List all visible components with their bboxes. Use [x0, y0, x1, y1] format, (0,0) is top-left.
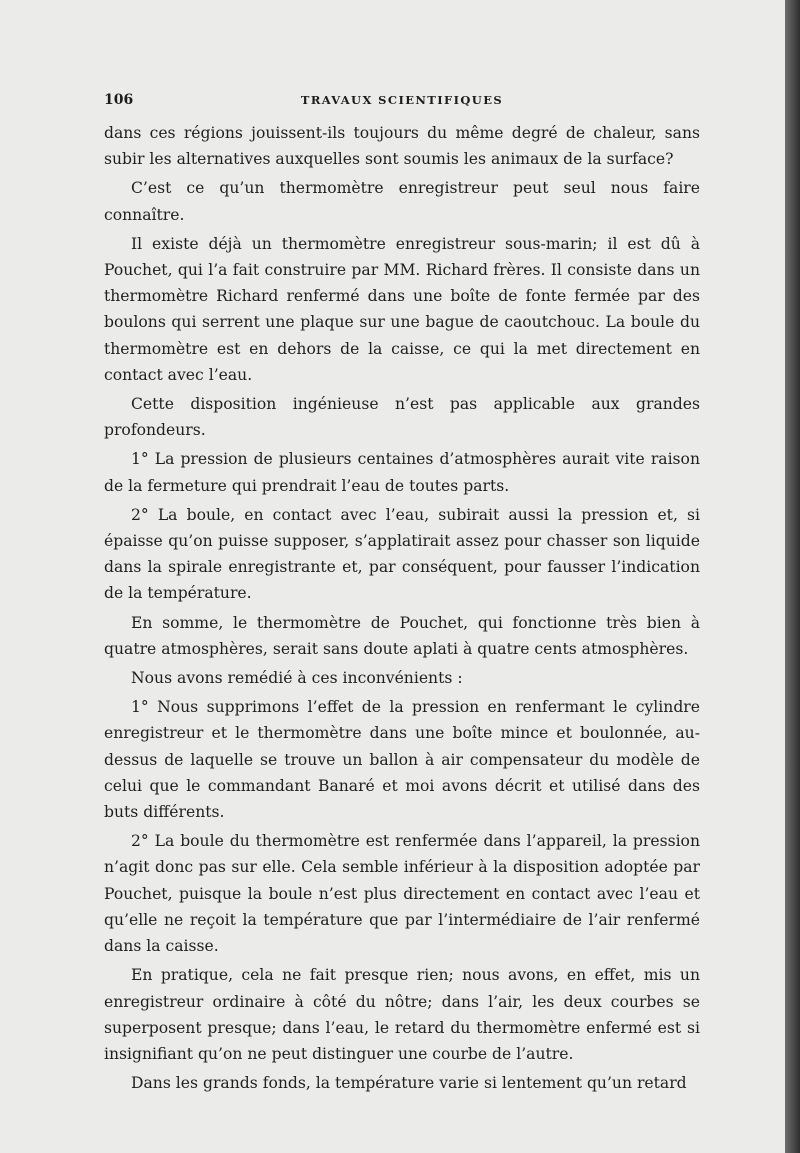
paragraph-2: C’est ce qu’un thermomètre enregistreur peut seul nous faire connaître.	[104, 179, 700, 224]
page-number: 106	[104, 92, 134, 108]
running-title: TRAVAUX SCIENTIFIQUES	[300, 93, 504, 107]
paragraph-3: Il existe déjà un thermomètre enregistreur sous-marin; il est dû à Pouchet, qui l’a fait construire par MM. Richard frères. Il consiste dans un thermomètre Richard renfermé dans une boîte de fonte fermée par des boulons qui serrent une plaque sur une bague de caoutchouc. La boule du thermomètre est en dehors de la caisse, ce qui la met directement en contact avec l’eau.	[104, 234, 700, 384]
paragraph-11: En pratique, cela ne fait presque rien; nous avons, en effet, mis un enregistreur ordinaire à côté du nôtre; dans l’air, les deux courbes se superposent presque; dans l’eau, le retard du thermomètre enfermé est si insignifiant qu’on ne peut distinguer une courbe de l’autre.	[104, 966, 700, 1063]
page-edge-shadow	[785, 0, 800, 1153]
paragraph-7: En somme, le thermomètre de Pouchet, qui fonctionne très bien à quatre atmosphères, serait sans doute aplati à quatre cents atmosphères.	[104, 613, 700, 658]
body-text	[104, 120, 700, 1099]
paragraph-10: 2° La boule du thermomètre est renfermée dans l’appareil, la pression n’agit donc pas sur elle. Cela semble inférieur à la disposition adoptée par Pouchet, puisque la boule n’est plus directement en contact avec l’eau et qu’elle ne reçoit la température que par l’intermédiaire de l’air renfermé dans la caisse.	[104, 832, 700, 956]
running-header	[104, 92, 700, 110]
paragraph-6: 2° La boule, en contact avec l’eau, subirait aussi la pression et, si épaisse qu’on puisse supposer, s’applatirait assez pour chasser son liquide dans la spirale enregistrante et, par conséquent, pour fausser l’indication de la température.	[104, 505, 700, 603]
paragraph-4: Cette disposition ingénieuse n’est pas applicable aux grandes profondeurs.	[104, 395, 700, 440]
paragraph-5: 1° La pression de plusieurs centaines d’atmosphères aurait vite raison de la fermeture qui prendrait l’eau de toutes parts.	[104, 450, 700, 495]
paragraph-9: 1° Nous supprimons l’effet de la pression en renfermant le cylindre enregistreur et le thermomètre dans une boîte mince et boulonnée, au-dessus de laquelle se trouve un ballon à air compensateur du modèle de celui que le commandant Banaré et moi avons décrit et utilisé dans des buts différents.	[104, 698, 700, 822]
paragraph-1: dans ces régions jouissent-ils toujours du même degré de chaleur, sans subir les alternatives auxquelles sont soumis les animaux de la surface?	[104, 124, 700, 169]
paragraph-12: Dans les grands fonds, la température varie si lentement qu’un retard	[131, 1074, 687, 1093]
paragraph-8: Nous avons remédié à ces inconvénients :	[131, 669, 463, 688]
